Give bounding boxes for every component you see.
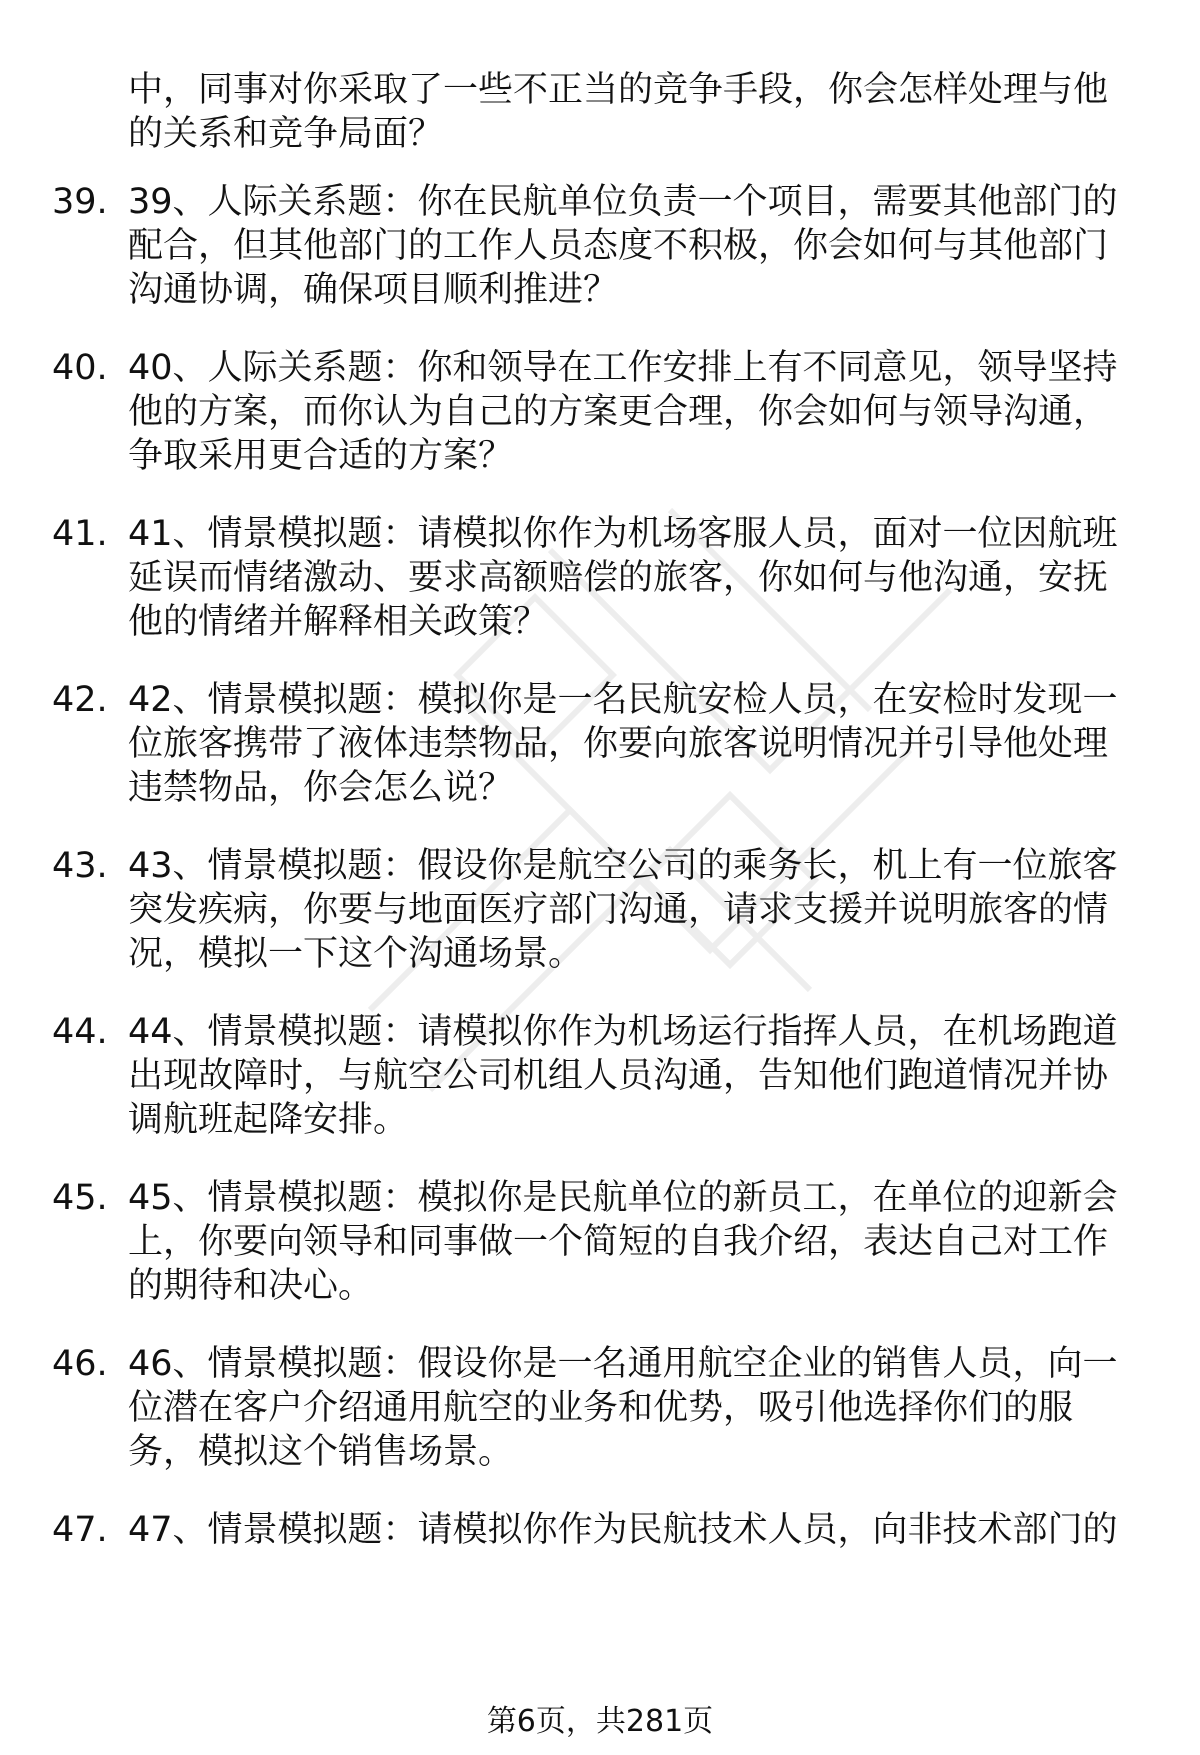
- item-line: 他的情绪并解释相关政策？: [128, 602, 549, 642]
- item-line: 沟通协调，确保项目顺利推进？: [128, 270, 619, 310]
- item-line: 上，你要向领导和同事做一个简短的自我介绍，表达自己对工作: [128, 1222, 1109, 1262]
- item-line: 争取采用更合适的方案？: [128, 436, 514, 476]
- item-number: 41.: [52, 514, 108, 554]
- item-line: 他的方案，而你认为自己的方案更合理，你会如何与领导沟通，: [128, 392, 1109, 432]
- item-line: 43、情景模拟题：假设你是航空公司的乘务长，机上有一位旅客: [128, 846, 1118, 886]
- item-line: 位旅客携带了液体违禁物品，你要向旅客说明情况并引导他处理: [128, 724, 1109, 764]
- item-number: 45.: [52, 1178, 108, 1218]
- item-number: 40.: [52, 348, 108, 388]
- item-line: 配合，但其他部门的工作人员态度不积极，你会如何与其他部门: [128, 226, 1109, 266]
- item-number: 42.: [52, 680, 108, 720]
- item-number: 43.: [52, 846, 108, 886]
- item-number: 47.: [52, 1510, 108, 1550]
- item-line: 出现故障时，与航空公司机组人员沟通，告知他们跑道情况并协: [128, 1056, 1109, 1096]
- item-line: 况，模拟一下这个沟通场景。: [128, 934, 584, 974]
- item-line: 位潜在客户介绍通用航空的业务和优势，吸引他选择你们的服: [128, 1388, 1074, 1428]
- item-line: 39、人际关系题：你在民航单位负责一个项目，需要其他部门的: [128, 182, 1118, 222]
- item-line: 42、情景模拟题：模拟你是一名民航安检人员，在安检时发现一: [128, 680, 1118, 720]
- item-line: 的期待和决心。: [128, 1266, 374, 1306]
- item-line: 45、情景模拟题：模拟你是民航单位的新员工，在单位的迎新会: [128, 1178, 1118, 1218]
- page-footer: 第6页，共281页: [486, 1704, 714, 1739]
- item-line: 44、情景模拟题：请模拟你作为机场运行指挥人员，在机场跑道: [128, 1012, 1118, 1052]
- item-number: 44.: [52, 1012, 108, 1052]
- item-line: 突发疾病，你要与地面医疗部门沟通，请求支援并说明旅客的情: [128, 890, 1109, 930]
- item-line: 延误而情绪激动、要求高额赔偿的旅客，你如何与他沟通，安抚: [128, 558, 1109, 598]
- item-line: 47、情景模拟题：请模拟你作为民航技术人员，向非技术部门的: [128, 1510, 1118, 1550]
- item-number: 46.: [52, 1344, 108, 1384]
- item-line: 务，模拟这个销售场景。: [128, 1432, 514, 1472]
- item-line: 41、情景模拟题：请模拟你作为机场客服人员，面对一位因航班: [128, 514, 1118, 554]
- item-number: 39.: [52, 182, 108, 222]
- item-line: 46、情景模拟题：假设你是一名通用航空企业的销售人员，向一: [128, 1344, 1118, 1384]
- item-line: 违禁物品，你会怎么说？: [128, 768, 514, 808]
- item-line: 调航班起降安排。: [128, 1100, 409, 1140]
- item-line: 40、人际关系题：你和领导在工作安排上有不同意见，领导坚持: [128, 348, 1118, 388]
- document-page: 中，同事对你采取了一些不正当的竞争手段，你会怎样处理与他 的关系和竞争局面？ 39. 39、人际关系题：你在民航单位负责一个项目，需要其他部门的 配合，但其他部门的工作人员态度不积极，你会如何与其他部门 沟通协调，确保项目顺利推进？ 40. 40、人际关系题：你和领导在工作安排上有不同意见，领导坚持 他的方案，而你认为自己的方案更合理，你会如何与领导沟通， 争取采用更合适的方案？ 41. 41、情景模拟题：请模拟你作为机场客服人员，面对一位因航班 延误而情绪激动、要求高额赔偿的旅客，你如何与他沟通，安抚 他的情绪并解释相关政策？ 42. 42、情景模拟题：模拟你是一名民航安检人员，在安检时发现一 位旅客携带了液体违禁物品，你要向旅客说明情况并引导他处理 违禁物品，你会怎么说？ 43. 43、情景模拟题：假设你是航空公司的乘务长，机上有一位旅客 突发疾病，你要与地面医疗部门沟通，请求支援并说明旅客的情 况，模拟一下这个沟通场景。 44. 44、情景模拟题：请模拟你作为机场运行指挥人员，在机场跑道 出现故障时，与航空公司机组人员沟通，告知他们跑道情况并协 调航班起降安排。 45. 45、情景模拟题：模拟你是民航单位的新员工，在单位的迎新会 上，你要向领导和同事做一个简短的自我介绍，表达自己对工作 的期待和决心。 46. 46、情景模拟题：假设你是一名通用航空企业的销售人员，向一 位潜在客户介绍通用航空的业务和优势，吸引他选择你们的服 务，模拟这个销售场景。 47. 47、情景模拟题：请模拟你作为民航技术人员，向非技术部门的 第6页，共281页: [0, 0, 1200, 1755]
